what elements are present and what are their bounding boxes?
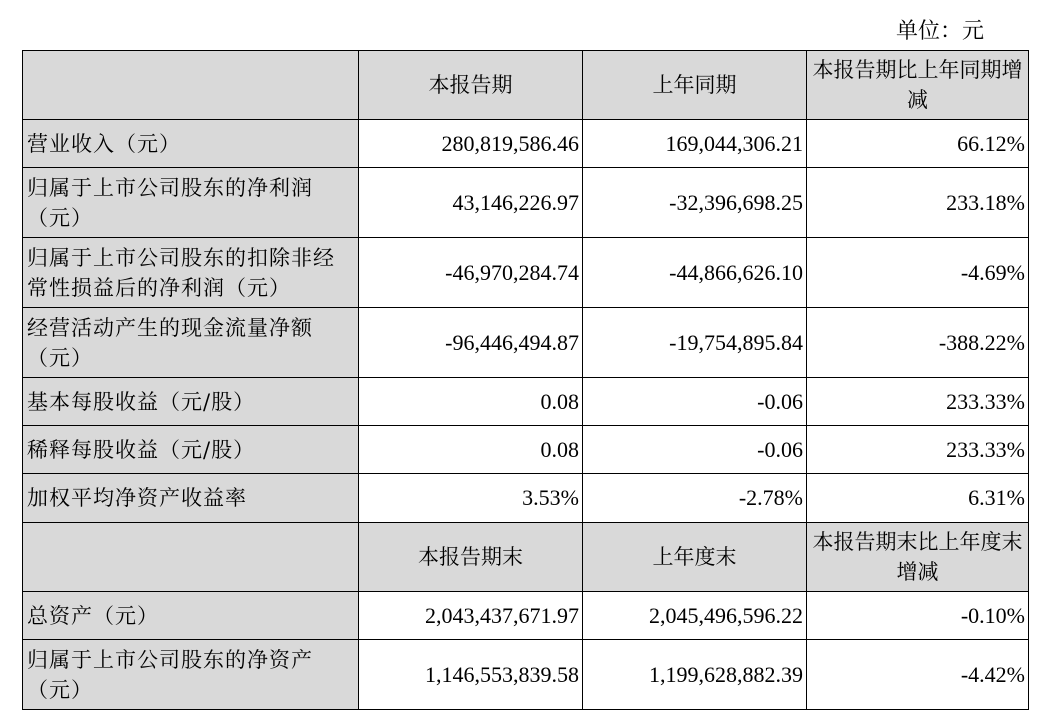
prior-value: -0.06 <box>583 426 807 474</box>
header-prior-year-end: 上年度末 <box>583 523 807 592</box>
current-value: 2,043,437,671.97 <box>359 592 583 640</box>
header-change: 本报告期比上年同期增减 <box>807 51 1029 120</box>
change-value: 233.18% <box>807 168 1029 238</box>
table-row <box>23 474 1029 523</box>
current-value: 0.08 <box>359 426 583 474</box>
header-blank-cell <box>23 523 359 592</box>
row-label: 营业收入（元） <box>23 120 359 168</box>
unit-label: 单位：元 <box>895 19 984 44</box>
table-row <box>23 238 1029 308</box>
table-row <box>23 378 1029 426</box>
prior-value: 1,199,628,882.39 <box>583 640 807 710</box>
change-value: -4.69% <box>807 238 1029 308</box>
row-label: 归属于上市公司股东的净利润（元） <box>23 168 359 238</box>
prior-value: -19,754,895.84 <box>583 308 807 378</box>
table-row <box>23 120 1029 168</box>
change-value: -388.22% <box>807 308 1029 378</box>
current-value: -46,970,284.74 <box>359 238 583 308</box>
change-value: 66.12% <box>807 120 1029 168</box>
current-value: 43,146,226.97 <box>359 168 583 238</box>
row-label: 稀释每股收益（元/股） <box>23 426 359 474</box>
header-row-period <box>23 51 1029 120</box>
change-value: -0.10% <box>807 592 1029 640</box>
row-label: 加权平均净资产收益率 <box>23 474 359 523</box>
header-current-period-end: 本报告期末 <box>359 523 583 592</box>
header-change-period-end: 本报告期末比上年度末增减 <box>807 523 1029 592</box>
current-value: 0.08 <box>359 378 583 426</box>
change-value: 233.33% <box>807 426 1029 474</box>
table-row <box>23 640 1029 710</box>
prior-value: -2.78% <box>583 474 807 523</box>
change-value: -4.42% <box>807 640 1029 710</box>
prior-value: 169,044,306.21 <box>583 120 807 168</box>
row-label: 归属于上市公司股东的扣除非经常性损益后的净利润（元） <box>23 238 359 308</box>
table-row <box>23 308 1029 378</box>
header-prior-period: 上年同期 <box>583 51 807 120</box>
current-value: -96,446,494.87 <box>359 308 583 378</box>
row-label: 总资产（元） <box>23 592 359 640</box>
financial-summary-table <box>22 50 1029 710</box>
prior-value: -32,396,698.25 <box>583 168 807 238</box>
prior-value: -44,866,626.10 <box>583 238 807 308</box>
table-row <box>23 426 1029 474</box>
change-value: 233.33% <box>807 378 1029 426</box>
prior-value: -0.06 <box>583 378 807 426</box>
table-row <box>23 592 1029 640</box>
row-label: 归属于上市公司股东的净资产（元） <box>23 640 359 710</box>
row-label: 基本每股收益（元/股） <box>23 378 359 426</box>
header-current-period: 本报告期 <box>359 51 583 120</box>
current-value: 1,146,553,839.58 <box>359 640 583 710</box>
table-row <box>23 168 1029 238</box>
prior-value: 2,045,496,596.22 <box>583 592 807 640</box>
header-row-period-end <box>23 523 1029 592</box>
row-label: 经营活动产生的现金流量净额（元） <box>23 308 359 378</box>
change-value: 6.31% <box>807 474 1029 523</box>
header-blank-cell <box>23 51 359 120</box>
current-value: 3.53% <box>359 474 583 523</box>
current-value: 280,819,586.46 <box>359 120 583 168</box>
